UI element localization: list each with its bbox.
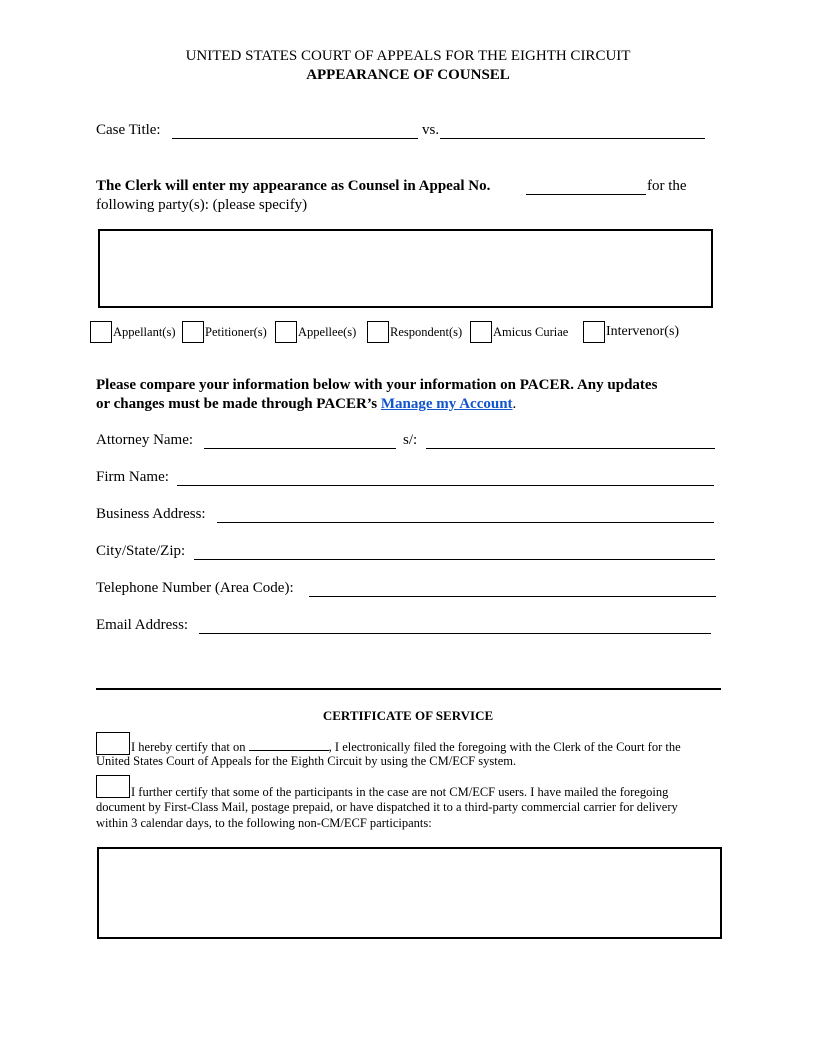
appellee-label: Appellee(s)	[298, 325, 357, 339]
appellant-checkbox[interactable]	[90, 321, 112, 343]
party-specify-text: following party(s): (please specify)	[96, 197, 308, 213]
city-state-zip-underline	[194, 559, 715, 560]
business-address-label: Business Address:	[96, 506, 206, 522]
form-title: APPEARANCE OF COUNSEL	[306, 67, 510, 83]
amicus-curiae-checkbox[interactable]	[470, 321, 492, 343]
cert2-line2: document by First-Class Mail, postage prepaid, or have dispatched it to a third-party commercial carrier for delivery	[96, 800, 678, 814]
attorney-name-underline	[204, 448, 396, 449]
pacer-notice-line2	[96, 396, 516, 413]
cert1-line2: United States Court of Appeals for the Eighth Circuit by using the CM/ECF system.	[96, 754, 517, 768]
signature-underline	[426, 448, 715, 449]
intervenor-label: Intervenor(s)	[606, 324, 680, 339]
telephone-input[interactable]	[311, 579, 714, 596]
case-title-right-underline	[440, 138, 705, 139]
pacer-notice-prefix: or changes must be made through PACER’s	[96, 396, 378, 412]
email-address-label: Email Address:	[96, 617, 189, 633]
cert1-before: I hereby certify that on	[131, 740, 246, 754]
pacer-notice-period: .	[512, 396, 517, 412]
appeal-no-underline	[526, 194, 646, 195]
email-address-input[interactable]	[201, 616, 709, 633]
case-title-left-input[interactable]	[174, 121, 416, 138]
cert1-date-blank[interactable]	[249, 739, 329, 751]
section-divider	[96, 688, 721, 690]
appellee-checkbox[interactable]	[275, 321, 297, 343]
for-the-text: for the	[647, 178, 687, 194]
case-title-left-underline	[172, 138, 418, 139]
firm-name-underline	[177, 485, 714, 486]
cert1-after: , I electronically filed the foregoing with the Clerk of the Court for the	[328, 740, 681, 754]
signature-input[interactable]	[428, 431, 713, 448]
attorney-name-label: Attorney Name:	[96, 432, 194, 448]
cert2-line1: I further certify that some of the participants in the case are not CM/ECF users. I have mailed the foregoing	[131, 785, 669, 799]
respondent-label: Respondent(s)	[390, 325, 463, 339]
court-name: UNITED STATES COURT OF APPEALS FOR THE EIGHTH CIRCUIT	[185, 48, 631, 64]
appeal-no-input[interactable]	[528, 177, 644, 194]
amicus-curiae-label: Amicus Curiae	[493, 325, 569, 339]
intervenor-checkbox[interactable]	[583, 321, 605, 343]
case-title-right-input[interactable]	[442, 121, 702, 138]
appellant-label: Appellant(s)	[113, 325, 176, 339]
participants-input[interactable]	[103, 853, 715, 933]
business-address-underline	[217, 522, 714, 523]
cert-electronic-text	[131, 739, 681, 755]
cert-mail-checkbox[interactable]	[96, 775, 130, 798]
party-specify-input[interactable]	[104, 235, 706, 301]
cert-electronic-checkbox[interactable]	[96, 732, 130, 755]
manage-my-account-link[interactable]: Manage my Account	[380, 396, 513, 412]
telephone-label: Telephone Number (Area Code):	[96, 580, 294, 596]
petitioner-checkbox[interactable]	[182, 321, 204, 343]
firm-name-label: Firm Name:	[96, 469, 169, 485]
pacer-notice-line1: Please compare your information below with your information on PACER. Any updates	[96, 377, 658, 393]
telephone-underline	[309, 596, 716, 597]
business-address-input[interactable]	[219, 505, 712, 522]
signature-label: s/:	[403, 432, 418, 448]
city-state-zip-input[interactable]	[196, 542, 713, 559]
respondent-checkbox[interactable]	[367, 321, 389, 343]
case-title-label: Case Title:	[96, 122, 161, 138]
city-state-zip-label: City/State/Zip:	[96, 543, 186, 559]
petitioner-label: Petitioner(s)	[205, 325, 267, 339]
attorney-name-input[interactable]	[206, 431, 394, 448]
cert2-line3: within 3 calendar days, to the following non-CM/ECF participants:	[96, 816, 432, 830]
certificate-heading: CERTIFICATE OF SERVICE	[322, 708, 494, 723]
firm-name-input[interactable]	[179, 468, 712, 485]
appearance-sentence: The Clerk will enter my appearance as Counsel in Appeal No.	[96, 178, 491, 194]
email-address-underline	[199, 633, 711, 634]
vs-label: vs.	[422, 122, 440, 138]
